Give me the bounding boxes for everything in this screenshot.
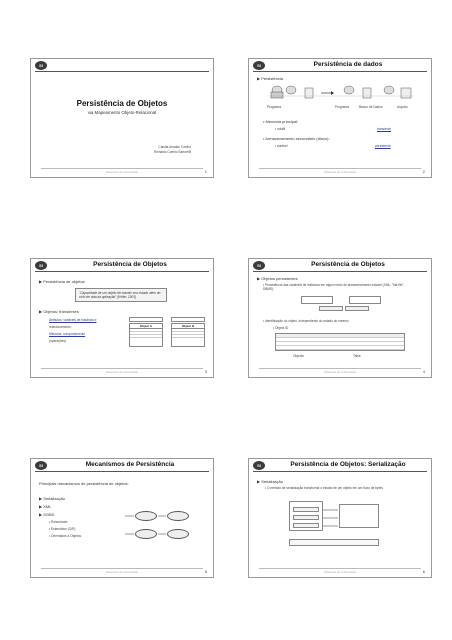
caption-objects: Objects <box>293 354 304 358</box>
byte-stream-bar <box>289 539 379 546</box>
page-number: 6 <box>422 569 425 574</box>
volatile-item: • volátil <box>275 127 286 131</box>
slide-title: Persistência de Objetos <box>76 99 168 108</box>
serialization-arrows <box>249 459 432 578</box>
slide-header <box>249 59 431 73</box>
slide-footer: SIstemas de Informação <box>41 568 203 575</box>
slide-footer: SIstemas de Informação <box>259 568 421 575</box>
object-id-text: Object ID <box>275 326 289 330</box>
intro-text: Principais mecanismos de persistência de objetos: <box>39 481 129 486</box>
object-box <box>349 296 381 304</box>
mechanism-arrows <box>31 459 214 578</box>
sgbd-label: Estendidos (O/R) <box>51 527 76 531</box>
description-text: Persistência das variáveis de instância em algum meio de armazenamento estável (XML, "flat file", DBMS). <box>263 283 405 292</box>
mechanism-label: XML <box>43 504 52 509</box>
slide-footer: SIstemas de Informação <box>41 168 203 175</box>
slide-header <box>249 259 431 273</box>
quote-box: "Capacidade de um objeto de manter seu estado além do ciclo de vida da aplicação" [Keller, 2001] <box>75 288 167 302</box>
bullet-text: Objetos: transientes <box>43 309 79 314</box>
bullet-persistencia: ▶ Persistência <box>257 76 283 81</box>
slide-title: Persistência de Objetos: Serialização <box>290 461 406 468</box>
bullet-persistent-objects: ▶ Objetos persistentes <box>257 276 298 281</box>
volatile-label: volátil <box>277 127 286 131</box>
bullet-text: Persistência <box>261 76 283 81</box>
page-number: 1 <box>204 169 207 174</box>
object-b-table <box>171 323 205 347</box>
slide-header <box>31 259 213 273</box>
mechanism-item: ▶ Serialização <box>39 496 65 501</box>
relationship-line: relacionamento; <box>49 325 72 329</box>
sgbd-label: Relacionais <box>51 520 68 524</box>
logo-icon: SI <box>35 61 47 70</box>
object-box <box>301 296 333 304</box>
durable-label: durável <box>277 144 288 148</box>
slide-1 <box>30 58 214 178</box>
slide-footer: SIstemas de Informação <box>259 168 421 175</box>
mechanism-label: SGBD <box>43 512 55 517</box>
diagram-label: Arquivo <box>397 105 408 109</box>
object-a-label: Object A <box>130 324 162 329</box>
memory-label: Memória principal: <box>265 119 299 124</box>
mechanism-item: ▶ XML <box>39 504 52 509</box>
storage-label: Armazenamento secundário (disco): <box>265 136 330 141</box>
object-id-item: • Object ID <box>273 326 289 330</box>
diagram-label: Programa <box>267 105 281 109</box>
memory-item: • Memória principal: <box>263 119 299 124</box>
caption-table: Table <box>353 354 361 358</box>
slide-2 <box>248 58 432 178</box>
slide-3 <box>30 258 214 378</box>
operations-line: (operações) <box>49 339 67 343</box>
bullet-text: Serialização <box>261 479 283 484</box>
slide-footer: SIstemas de Informação <box>41 368 203 375</box>
slide-title: Persistência de Objetos <box>93 261 167 268</box>
header-divider <box>35 271 209 272</box>
bullet-persistencia-objetos: ▶ Persistência de objetos: <box>39 279 86 284</box>
diagram-label: Programa <box>335 105 349 109</box>
serialization-description: • O método de serialização transforma o estado de um objeto em um fluxo de bytes <box>265 486 383 490</box>
class-box-b-header <box>171 317 205 322</box>
slide-6 <box>248 458 432 578</box>
slide-4 <box>248 258 432 378</box>
page-number: 3 <box>204 369 207 374</box>
author-1: Camila Arnaldo Coelho <box>158 145 191 149</box>
author-2: Reinaldo Coelho Sartorelli <box>153 150 191 154</box>
bullet-text: Persistência de objetos: <box>43 279 86 284</box>
mechanism-label: Serialização <box>43 496 65 501</box>
transient-link[interactable]: transiente <box>377 127 391 131</box>
bullet-objetos: ▶ Objetos: transientes <box>39 309 79 314</box>
persistent-link[interactable]: persistente <box>375 144 391 148</box>
logo-icon: SI <box>253 261 265 270</box>
slide-5 <box>30 458 214 578</box>
page-number: 5 <box>204 569 207 574</box>
slide-title: Persistência de Objetos <box>311 261 385 268</box>
page-number: 4 <box>422 369 425 374</box>
object-b-label: Object B <box>172 324 204 329</box>
slide-subtitle: via Mapeamento Objeto-Relacional <box>87 110 157 115</box>
sgbd-item: • Estendidos (O/R) <box>49 527 76 531</box>
storage-box <box>345 306 369 311</box>
slide-header <box>31 59 213 73</box>
class-box-a-header <box>129 317 163 322</box>
logo-icon: SI <box>35 461 47 470</box>
storage-box <box>319 306 343 311</box>
identification-item: • Identificação do objeto, independente do estado do mesmo <box>263 319 349 323</box>
logo-icon: SI <box>35 261 47 270</box>
bullet-text: Objetos persistentes <box>261 276 298 281</box>
object-id-table <box>275 333 405 351</box>
sgbd-label: Orientados a Objetos <box>51 534 82 538</box>
header-divider <box>253 271 427 272</box>
diagram-label: Banco de Dados <box>359 105 383 109</box>
durable-item: • durável <box>275 144 288 148</box>
attributes-line[interactable]: Atributos: variáveis de instância e <box>49 318 97 322</box>
logo-icon: SI <box>253 61 265 70</box>
table-row <box>276 346 404 350</box>
logo-icon: SI <box>253 461 265 470</box>
bullet-serialization: ▶ Serialização <box>257 479 283 484</box>
table-row <box>172 335 204 338</box>
page-number: 2 <box>422 169 425 174</box>
sgbd-item: • Relacionais <box>49 520 68 524</box>
persistence-description: • Persistência das variáveis de instância em algum meio de armazenamento estável (XML, "flat file", DBMS). <box>263 283 405 292</box>
sgbd-item: • Orientados a Objetos <box>49 534 82 538</box>
description-text: O método de serialização transforma o estado de um objeto em um fluxo de bytes <box>267 486 383 490</box>
identification-text: Identificação do objeto, independente do estado do mesmo <box>265 319 349 323</box>
slide-title: Mecanismos de Persistência <box>85 461 175 468</box>
mechanism-item: ▶ SGBD <box>39 512 55 517</box>
storage-item: • Armazenamento secundário (disco): <box>263 136 330 141</box>
slide-footer: SIstemas de Informação <box>259 368 421 375</box>
header-divider <box>253 71 427 72</box>
slide-title: Persistência de dados <box>313 61 383 68</box>
table-row <box>130 335 162 338</box>
methods-line[interactable]: Métodos: comportamento <box>49 332 86 336</box>
header-divider <box>35 71 209 72</box>
object-a-table <box>129 323 163 347</box>
